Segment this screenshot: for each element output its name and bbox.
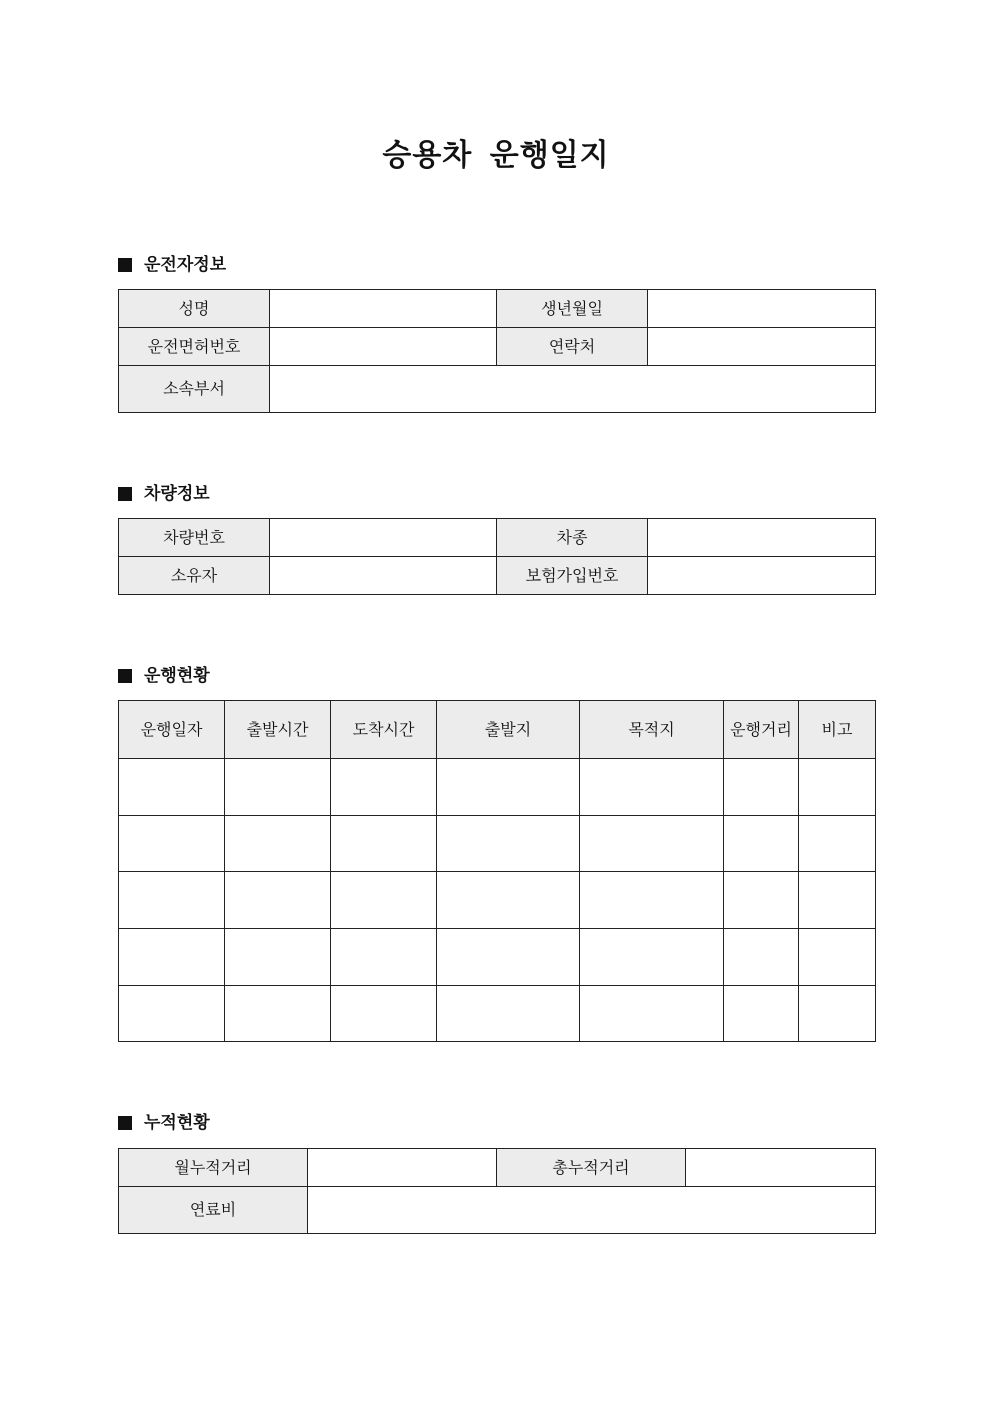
section-heading-vehicle (118, 482, 210, 506)
origin-cell[interactable] (437, 759, 580, 816)
total-distance-field[interactable] (686, 1149, 876, 1187)
name-label: 성명 (119, 290, 270, 328)
owner-label: 소유자 (119, 557, 270, 595)
table-row (119, 759, 876, 816)
department-field[interactable] (270, 366, 876, 413)
section-heading-cumulative-text: 누적현황 (144, 1113, 210, 1133)
arrival-time-cell[interactable] (331, 759, 437, 816)
date-cell[interactable] (119, 872, 225, 929)
column-header-distance: 운행거리 (724, 701, 799, 759)
arrival-time-cell[interactable] (331, 929, 437, 986)
arrival-time-cell[interactable] (331, 816, 437, 872)
square-bullet-icon (118, 1116, 132, 1130)
destination-cell[interactable] (580, 872, 724, 929)
birth-date-label: 생년월일 (497, 290, 648, 328)
column-header-arrival-time: 도착시간 (331, 701, 437, 759)
departure-time-cell[interactable] (225, 872, 331, 929)
section-heading-driver-text: 운전자정보 (144, 255, 227, 275)
cumulative-table (118, 1148, 876, 1234)
column-header-origin: 출발지 (437, 701, 580, 759)
destination-cell[interactable] (580, 986, 724, 1042)
column-header-date: 운행일자 (119, 701, 225, 759)
remarks-cell[interactable] (799, 986, 876, 1042)
section-heading-operation-text: 운행현황 (144, 666, 210, 686)
distance-cell[interactable] (724, 816, 799, 872)
fuel-cost-field[interactable] (308, 1187, 876, 1234)
insurance-number-label: 보험가입번호 (497, 557, 648, 595)
origin-cell[interactable] (437, 929, 580, 986)
owner-field[interactable] (270, 557, 497, 595)
remarks-cell[interactable] (799, 816, 876, 872)
table-row (119, 872, 876, 929)
distance-cell[interactable] (724, 759, 799, 816)
total-distance-label: 총누적거리 (497, 1149, 686, 1187)
section-heading-driver (118, 253, 226, 277)
remarks-cell[interactable] (799, 872, 876, 929)
column-header-departure-time: 출발시간 (225, 701, 331, 759)
departure-time-cell[interactable] (225, 986, 331, 1042)
square-bullet-icon (118, 669, 132, 683)
date-cell[interactable] (119, 759, 225, 816)
date-cell[interactable] (119, 816, 225, 872)
remarks-cell[interactable] (799, 759, 876, 816)
column-header-destination: 목적지 (580, 701, 724, 759)
section-heading-cumulative (118, 1111, 210, 1135)
monthly-distance-label: 월누적거리 (119, 1149, 308, 1187)
distance-cell[interactable] (724, 929, 799, 986)
department-label: 소속부서 (119, 366, 270, 413)
license-number-label: 운전면허번호 (119, 328, 270, 366)
monthly-distance-field[interactable] (308, 1149, 497, 1187)
remarks-cell[interactable] (799, 929, 876, 986)
date-cell[interactable] (119, 986, 225, 1042)
plate-number-label: 차량번호 (119, 519, 270, 557)
operation-log-table (118, 700, 876, 1042)
vehicle-model-label: 차종 (497, 519, 648, 557)
table-row (119, 929, 876, 986)
driver-info-table (118, 289, 876, 413)
section-heading-operation (118, 664, 210, 688)
birth-date-field[interactable] (648, 290, 876, 328)
origin-cell[interactable] (437, 986, 580, 1042)
name-field[interactable] (270, 290, 497, 328)
table-row (119, 986, 876, 1042)
distance-cell[interactable] (724, 872, 799, 929)
destination-cell[interactable] (580, 759, 724, 816)
insurance-number-field[interactable] (648, 557, 876, 595)
table-row (119, 816, 876, 872)
departure-time-cell[interactable] (225, 929, 331, 986)
contact-label: 연락처 (497, 328, 648, 366)
departure-time-cell[interactable] (225, 816, 331, 872)
fuel-cost-label: 연료비 (119, 1187, 308, 1234)
date-cell[interactable] (119, 929, 225, 986)
destination-cell[interactable] (580, 816, 724, 872)
document-title: 승용차 운행일지 (382, 138, 610, 173)
distance-cell[interactable] (724, 986, 799, 1042)
departure-time-cell[interactable] (225, 759, 331, 816)
origin-cell[interactable] (437, 872, 580, 929)
license-number-field[interactable] (270, 328, 497, 366)
section-heading-vehicle-text: 차량정보 (144, 484, 210, 504)
arrival-time-cell[interactable] (331, 872, 437, 929)
origin-cell[interactable] (437, 816, 580, 872)
vehicle-model-field[interactable] (648, 519, 876, 557)
arrival-time-cell[interactable] (331, 986, 437, 1042)
plate-number-field[interactable] (270, 519, 497, 557)
vehicle-info-table (118, 518, 876, 595)
column-header-remarks: 비고 (799, 701, 876, 759)
destination-cell[interactable] (580, 929, 724, 986)
square-bullet-icon (118, 258, 132, 272)
contact-field[interactable] (648, 328, 876, 366)
square-bullet-icon (118, 487, 132, 501)
